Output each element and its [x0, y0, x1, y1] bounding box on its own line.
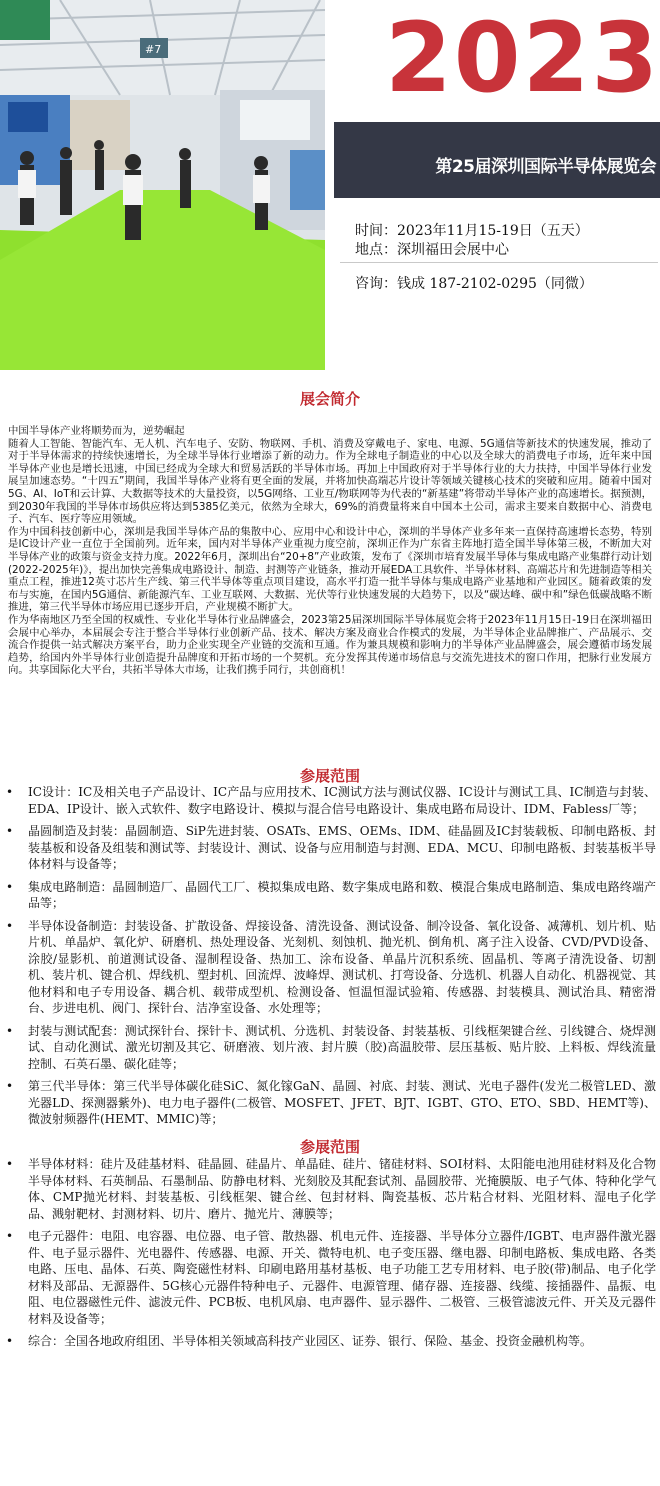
range-heading-1: 参展范围	[299, 767, 360, 785]
intro-text	[8, 425, 652, 677]
list-item: • 第三代半导体：第三代半导体碳化硅SiC、氮化镓GaN、晶圆、衬底、封装、测试、光电子器件(发光二极管LED、激光器LD、探测器紫外)、电力电子器件(二极管、MOSFET、JFET、BJT、IGBT、GTO、ETO、SBD、HEMT等)、微波射频器件(HEMT、MMIC)等；	[0, 1078, 660, 1128]
list-item: • 晶圆制造及封装：晶圆制造、SiP先进封装、OSATs、EMS、OEMs、IDM、硅晶圆及IC封装载板、印制电路板、封装基板和设备及组装和测试等、封装设计、测试、设备与应用制造与封测、EDA、MCU、印制电路板、封装基板半导体材料与设备等；	[0, 823, 660, 873]
hero-section	[0, 0, 660, 370]
event-year: 2023	[385, 2, 660, 114]
list-item: • 半导体设备制造：封装设备、扩散设备、焊接设备、清洗设备、测试设备、制冷设备、氧化设备、减薄机、划片机、贴片机、单晶炉、氧化炉、研磨机、热处理设备、光刻机、刻蚀机、抛光机、倒角机、离子注入设备、CVD/PVD设备、涂胶/显影机、前道测试设备、湿制程设备、热加工、涂布设备、单晶片沉积系统、固晶机、等离子清洗设备、切割机、装片机、键合机、焊线机、塑封机、回流焊、波峰焊、测试机、打弯设备、分选机、机器人自动化、机器视觉、其他材料和电子专用设备、耦合机、载带成型机、检测设备、恒温恒湿试验箱、传感器、封装模具、测试治具、精密滑台、步进电机、阀门、探针台、洁净室设备、水处理等；	[0, 918, 660, 1017]
range-heading-2: 参展范围	[299, 1138, 360, 1156]
event-time: 时间：2023年11月15-19日（五天）	[355, 223, 589, 239]
event-venue: 地点：深圳福田会展中心	[355, 242, 509, 258]
list-item: • IC设计：IC及相关电子产品设计、IC产品与应用技术、IC测试方法与测试仪器、IC设计与测试工具、IC制造与封装、EDA、IP设计、嵌入式软件、数字电路设计、模拟与混合信号电路设计、集成电路布局设计、IDM、Fabless厂等；	[0, 784, 660, 817]
intro-heading: 展会简介	[299, 390, 360, 408]
event-contact: 咨询：钱成 187-2102-0295（同微）	[355, 276, 593, 292]
exhibit-range-list-2	[0, 1156, 660, 1356]
intro-paragraph: 作为中国科技创新中心，深圳是我国半导体产品的集散中心、应用中心和设计中心，深圳的半导体产业多年来一直保持高速增长态势，特别是IC设计产业一直位于全国前列。近年来，国内对半导体产业重视力度空前，深圳正作为广东省主阵地打造全国半导体第三极，不断加大对半导体产业的政策与资金支持力度。2022年6月，深圳出台“20+8”产业政策，发布了《深圳市培育发展半导体与集成电路产业集群行动计划(2022-2025年)》，提出加快完善集成电路设计、制造、封测等产业链条，推动开展EDA工具软件、半导体材料、高端芯片和先进制造等相关重点工程，推进12英寸芯片生产线、第三代半导体等重点项目建设，高水平打造一批半导体与集成电路产业基地和产业园区。随着政策的发布与实施，在国内5G通信、新能源汽车、工业互联网、大数据、光伏等行业快速发展的大趋势下，以及“碳达峰、碳中和”绿色低碳战略不断推进，第三代半导体市场应用已逐步开启，产业规模不断扩大。	[8, 525, 652, 614]
info-divider	[340, 262, 658, 263]
event-title-banner	[334, 122, 660, 198]
list-item: • 综合：全国各地政府组团、半导体相关领域高科技产业园区、证券、银行、保险、基金、投资金融机构等。	[0, 1333, 660, 1350]
intro-paragraph: 作为华南地区乃至全国的权威性、专业化半导体行业品牌盛会，2023第25届深圳国际半导体展览会将于2023年11月15日-19日在深圳福田会展中心举办，本届展会专注于整合半导体行业创新产品、技术、解决方案及商业合作模式的发展，为半导体企业品牌推广、产品展示、交流合作提供一站式解决方案平台，助力企业实现全产业链的交流和互通。作为兼具规模和影响力的半导体产业品牌盛会，展会遵循市场发展趋势，给国内外半导体行业创造提升品牌度和开拓市场的一个契机。充分发挥其传递市场信息与交流先进技术的窗口作用，把脉行业发展方向。共享国际化大平台，共拓半导体大市场，让我们携手同行，共创商机！	[8, 613, 652, 677]
hall-sign-text: #7	[145, 43, 162, 56]
intro-paragraph: 中国半导体产业将顺势而为，逆势崛起	[8, 425, 185, 437]
event-title: 第25届深圳国际半导体展览会	[435, 157, 656, 177]
intro-paragraph: 随着人工智能、智能汽车、无人机、汽车电子、安防、物联网、手机、消费及穿戴电子、家电、电源、5G通信等新技术的快速发展，推动了对于半导体需求的持续快速增长，为全球半导体行业增添了新的动力。作为全球电子制造业的中心以及全球大的消费电子市场，近年来中国半导体产业也是增长迅速，中国已经成为全球大和贸易活跃的半导体市场。再加上中国政府对于半导体行业的大力扶持，中国半导体行业发展呈加速态势。“十四五”期间，我国半导体产业将有更全面的发展，并将加快高端芯片设计等领域关键核心技术的突破和应用。随着中国对5G、AI、IoT和云计算、大数据等技术的大量投资，以5G网络、工业互/物联网等为代表的“新基建”将带动半导体产业的高速增长。据预测，到2030年我国的半导体市场供应将达到5385亿美元，依然为全球大，69%的消费量将来自中国本土公司，需求主要来自数据中心、消费电子、汽车、医疗等应用领域。	[8, 437, 652, 526]
list-item: • 半导体材料：硅片及硅基材料、硅晶圆、硅晶片、单晶硅、硅片、锗硅材料、SOI材料、太阳能电池用硅材料及化合物半导体材料、石英制品、石墨制品、防静电材料、光刻胶及其配套试剂、晶圆胶带、光掩膜版、电子气体、特种化学气体、CMP抛光材料、封装基板、引线框架、键合丝、包封材料、陶瓷基板、芯片粘合材料、光阻材料、湿电子化学品、溅射靶材、封测材料、切片、磨片、抛光片、薄膜等；	[0, 1156, 660, 1222]
exhibit-range-list-1	[0, 784, 660, 1134]
list-item: • 电子元器件：电阻、电容器、电位器、电子管、散热器、机电元件、连接器、半导体分立器件/IGBT、电声器件激光器件、电子显示器件、光电器件、传感器、电源、开关、微特电机、电子变压器、继电器、印制电路板、集成电路、各类电路、压电、晶体、石英、陶瓷磁性材料、印刷电路用基材基板、电子功能工艺专用材料、电子胶(带)制品、电子化学材料及部品、无源器件、5G核心元器件特种电子、元器件、电源管理、储存器、连接器、线缆、接插器件、晶振、电阻、电位器磁性元件、滤波元件、PCB板、电机风扇、电声器件、显示器件、二极管、三极管滤波元件、开关及元器件材料及设备等；	[0, 1228, 660, 1327]
list-item: • 集成电路制造：晶圆制造厂、晶圆代工厂、模拟集成电路、数字集成电路和数、模混合集成电路制造、集成电路终端产品等；	[0, 879, 660, 912]
list-item: • 封装与测试配套：测试探针台、探针卡、测试机、分选机、封装设备、封装基板、引线框架键合丝、引线键合、烧焊测试、自动化测试、激光切割及其它、研磨液、划片液、封片膜（胶)高温胶带、层压基板、贴片胶、上料板、焊线流量控制、石英石墨、碳化硅等；	[0, 1023, 660, 1073]
exhibition-hall-photo	[0, 0, 325, 370]
